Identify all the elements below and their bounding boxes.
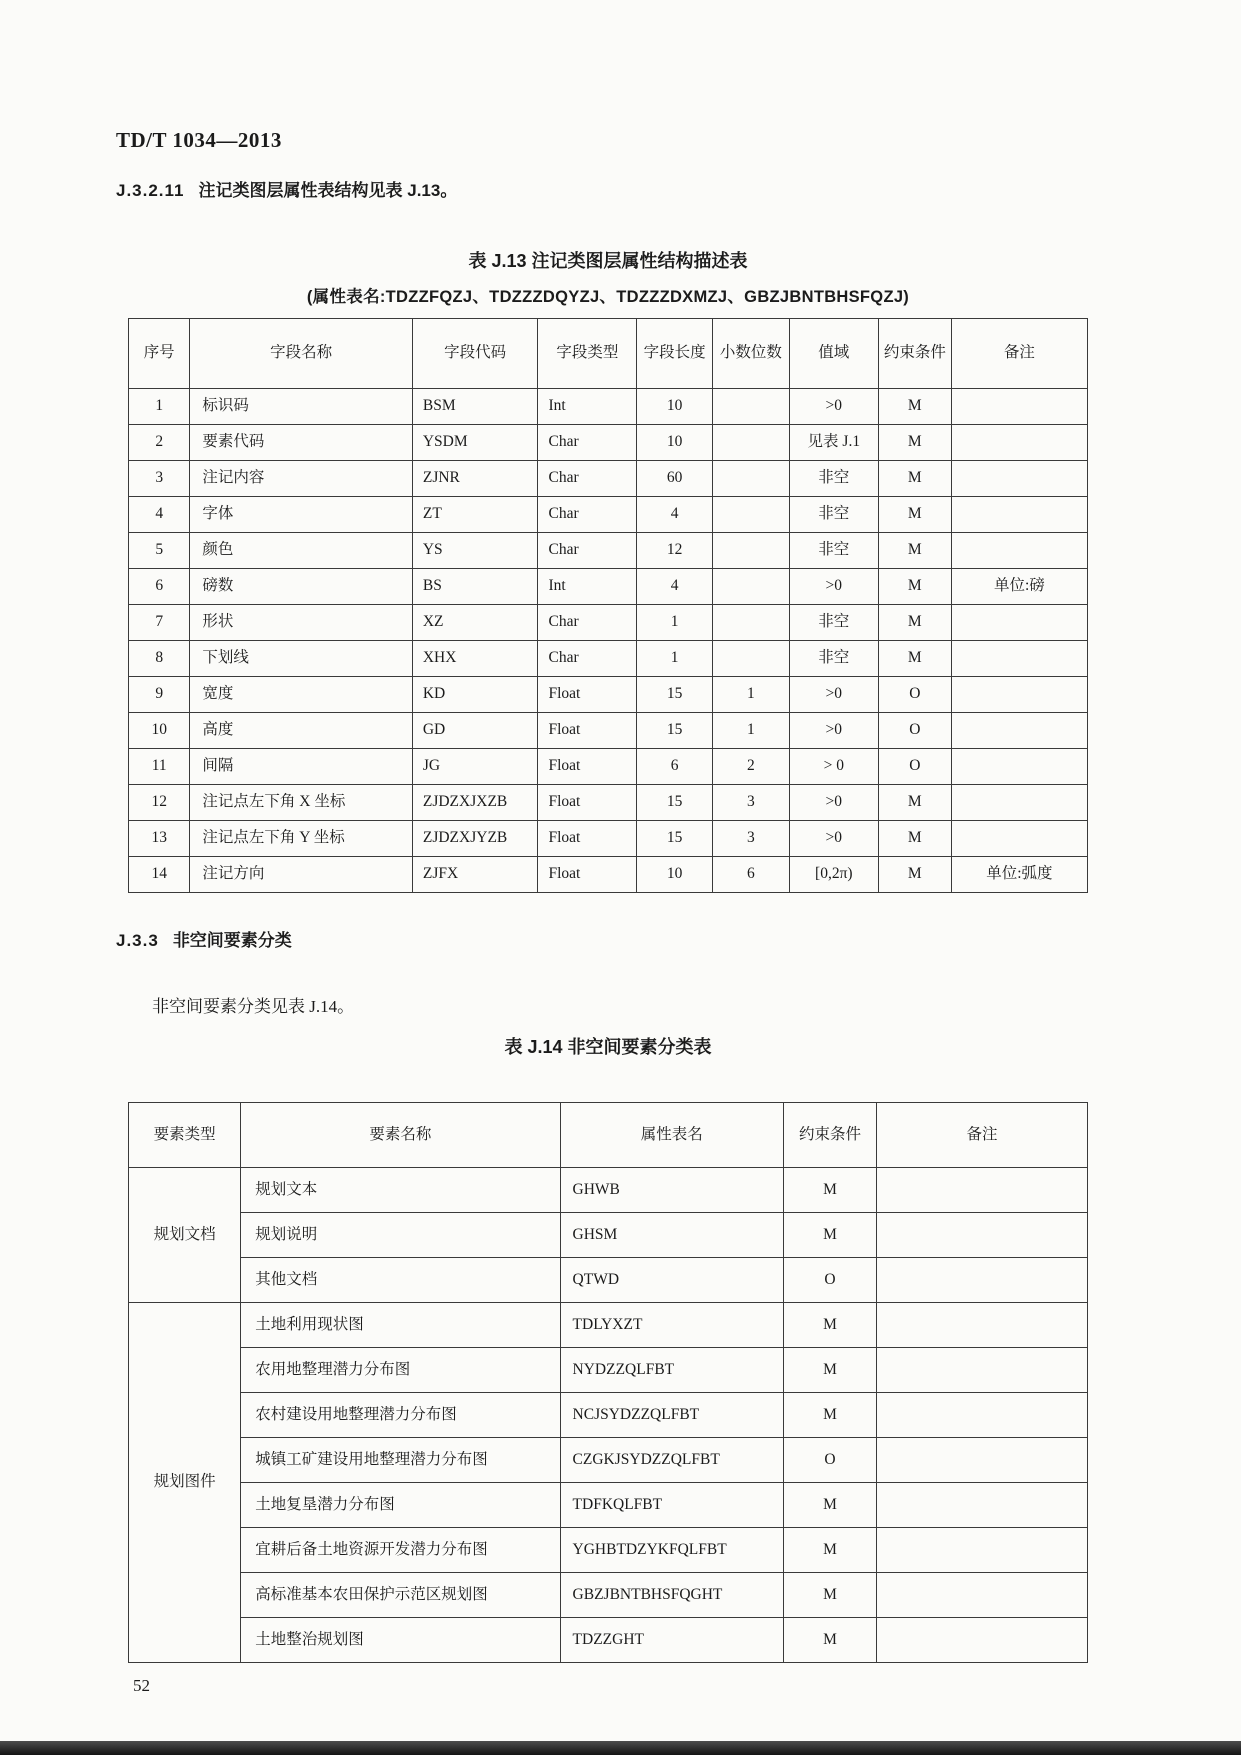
clause-j3211	[116, 176, 457, 201]
table-cell: 9	[129, 677, 190, 713]
table-cell: CZGKJSYDZZQLFBT	[560, 1438, 783, 1483]
table-cell: GHWB	[560, 1168, 783, 1213]
table13-body	[129, 389, 1088, 893]
table13-header	[129, 319, 1088, 389]
table-cell: 15	[637, 821, 713, 857]
table-cell: 字体	[190, 497, 412, 533]
col-header: 字段代码	[412, 319, 538, 389]
table-row	[129, 425, 1088, 461]
table-cell	[951, 497, 1087, 533]
table-cell: ZJDZXJXZB	[412, 785, 538, 821]
table-cell: BSM	[412, 389, 538, 425]
table-row	[129, 677, 1088, 713]
table-cell: M	[878, 605, 951, 641]
table-cell: >0	[789, 569, 878, 605]
table-cell: 非空	[789, 497, 878, 533]
table-cell: 土地复垦潜力分布图	[241, 1483, 560, 1528]
table14-title: 表 J.14 非空间要素分类表	[504, 1037, 712, 1057]
table-cell: Char	[538, 425, 637, 461]
table-cell	[876, 1393, 1087, 1438]
clause-number: J.3.2.11	[116, 181, 185, 200]
table-row	[129, 857, 1088, 893]
col-header: 备注	[876, 1103, 1087, 1168]
table-cell: M	[783, 1303, 876, 1348]
table-cell	[876, 1528, 1087, 1573]
table-cell: Char	[538, 533, 637, 569]
table-cell	[876, 1483, 1087, 1528]
table-cell: 规划文本	[241, 1168, 560, 1213]
table-cell: 颜色	[190, 533, 412, 569]
table-cell: 1	[637, 605, 713, 641]
table-cell: Int	[538, 389, 637, 425]
table-cell	[951, 389, 1087, 425]
table-row	[129, 1483, 1088, 1528]
table-cell: O	[878, 713, 951, 749]
table-cell: M	[878, 389, 951, 425]
table-cell: M	[878, 857, 951, 893]
table-cell	[713, 533, 790, 569]
table-row	[129, 389, 1088, 425]
table-cell: M	[783, 1618, 876, 1663]
table-row	[129, 533, 1088, 569]
table-cell	[713, 605, 790, 641]
table-cell: >0	[789, 389, 878, 425]
table-cell	[951, 641, 1087, 677]
table-cell: GD	[412, 713, 538, 749]
table-cell	[876, 1618, 1087, 1663]
col-header: 要素名称	[241, 1103, 560, 1168]
table-cell: Float	[538, 713, 637, 749]
table-cell: O	[878, 677, 951, 713]
col-header: 属性表名	[560, 1103, 783, 1168]
clause-j33	[116, 926, 292, 951]
table-cell: Float	[538, 749, 637, 785]
table-cell: Float	[538, 677, 637, 713]
table-cell: M	[878, 533, 951, 569]
table-cell: 3	[713, 821, 790, 857]
table-cell: 14	[129, 857, 190, 893]
table-cell: XZ	[412, 605, 538, 641]
table-cell: 注记点左下角 X 坐标	[190, 785, 412, 821]
table-cell: 7	[129, 605, 190, 641]
table-row	[129, 605, 1088, 641]
table-row	[129, 1393, 1088, 1438]
table-cell	[876, 1573, 1087, 1618]
table-cell: 60	[637, 461, 713, 497]
table-row	[129, 1303, 1088, 1348]
col-header: 值域	[789, 319, 878, 389]
table-cell: O	[878, 749, 951, 785]
clause-number: J.3.3	[116, 931, 159, 950]
table-cell: BS	[412, 569, 538, 605]
table-row	[129, 1618, 1088, 1663]
group-type-cell: 规划图件	[129, 1303, 241, 1663]
table-cell: QTWD	[560, 1258, 783, 1303]
table-cell: GHSM	[560, 1213, 783, 1258]
table-cell: 注记方向	[190, 857, 412, 893]
table-cell: XHX	[412, 641, 538, 677]
table-cell: M	[878, 785, 951, 821]
table-row	[129, 641, 1088, 677]
table-cell: Float	[538, 821, 637, 857]
table-j13	[128, 318, 1088, 893]
col-header: 字段类型	[538, 319, 637, 389]
table-cell: 10	[637, 425, 713, 461]
col-header: 约束条件	[783, 1103, 876, 1168]
table-cell: YSDM	[412, 425, 538, 461]
table-cell	[713, 569, 790, 605]
table14-body	[129, 1168, 1088, 1663]
table-row	[129, 569, 1088, 605]
table-cell	[876, 1303, 1087, 1348]
table-row	[129, 785, 1088, 821]
table-cell: YS	[412, 533, 538, 569]
col-header: 字段名称	[190, 319, 412, 389]
table-cell	[951, 821, 1087, 857]
table-cell: Char	[538, 497, 637, 533]
table-cell: >0	[789, 713, 878, 749]
table-cell: 高标准基本农田保护示范区规划图	[241, 1573, 560, 1618]
table-cell: > 0	[789, 749, 878, 785]
table-cell: 10	[129, 713, 190, 749]
table-cell: 其他文档	[241, 1258, 560, 1303]
table-cell	[713, 389, 790, 425]
table-cell: M	[878, 461, 951, 497]
table-cell: 8	[129, 641, 190, 677]
table-cell	[876, 1348, 1087, 1393]
table-cell: 下划线	[190, 641, 412, 677]
table-cell: Char	[538, 605, 637, 641]
scan-bottom-bar	[0, 1741, 1241, 1755]
table-cell	[876, 1168, 1087, 1213]
col-header: 序号	[129, 319, 190, 389]
table-cell: 3	[713, 785, 790, 821]
group-type-cell: 规划文档	[129, 1168, 241, 1303]
table-cell: 农用地整理潜力分布图	[241, 1348, 560, 1393]
table-cell	[951, 605, 1087, 641]
table-header-row	[129, 319, 1088, 389]
table-cell: 4	[129, 497, 190, 533]
table-cell: M	[783, 1348, 876, 1393]
table-cell	[951, 785, 1087, 821]
table-cell: 间隔	[190, 749, 412, 785]
table-cell: >0	[789, 785, 878, 821]
table-cell: TDFKQLFBT	[560, 1483, 783, 1528]
table-cell: 见表 J.1	[789, 425, 878, 461]
table-cell	[876, 1213, 1087, 1258]
table-cell: Char	[538, 461, 637, 497]
table-cell: 宽度	[190, 677, 412, 713]
table-cell: 规划说明	[241, 1213, 560, 1258]
table-cell: 12	[637, 533, 713, 569]
table-cell: M	[783, 1573, 876, 1618]
table-cell	[951, 425, 1087, 461]
table-cell: Int	[538, 569, 637, 605]
table-cell: 15	[637, 785, 713, 821]
table-row	[129, 461, 1088, 497]
table-row	[129, 1528, 1088, 1573]
table-cell: 土地利用现状图	[241, 1303, 560, 1348]
table-cell	[713, 641, 790, 677]
table-cell: 10	[637, 389, 713, 425]
table-cell: 土地整治规划图	[241, 1618, 560, 1663]
table-row	[129, 1258, 1088, 1303]
table-row	[129, 749, 1088, 785]
table-j14	[128, 1102, 1088, 1663]
table-cell: 城镇工矿建设用地整理潜力分布图	[241, 1438, 560, 1483]
table-cell	[951, 713, 1087, 749]
table-row	[129, 1438, 1088, 1483]
table-cell: Float	[538, 785, 637, 821]
col-header: 约束条件	[878, 319, 951, 389]
table-cell: 4	[637, 497, 713, 533]
table-cell: 高度	[190, 713, 412, 749]
table-cell: M	[878, 821, 951, 857]
table-cell: M	[878, 425, 951, 461]
table-cell: 非空	[789, 533, 878, 569]
table-cell: M	[783, 1168, 876, 1213]
table-cell: 6	[637, 749, 713, 785]
table-cell: M	[878, 641, 951, 677]
table-cell	[951, 461, 1087, 497]
table-cell: 1	[713, 677, 790, 713]
table-cell: 3	[129, 461, 190, 497]
table-cell: 1	[637, 641, 713, 677]
table-cell: 13	[129, 821, 190, 857]
table-cell	[713, 425, 790, 461]
table-row	[129, 1213, 1088, 1258]
page-number: 52	[133, 1676, 150, 1695]
table-cell: 宜耕后备土地资源开发潜力分布图	[241, 1528, 560, 1573]
table-cell: 11	[129, 749, 190, 785]
table-cell: 农村建设用地整理潜力分布图	[241, 1393, 560, 1438]
table-cell: ZJNR	[412, 461, 538, 497]
table-cell: 形状	[190, 605, 412, 641]
table-row	[129, 713, 1088, 749]
table-cell	[951, 749, 1087, 785]
table-cell: YGHBTDZYKFQLFBT	[560, 1528, 783, 1573]
table-cell: 注记内容	[190, 461, 412, 497]
table-cell: Char	[538, 641, 637, 677]
body-text: 非空间要素分类见表 J.14。	[152, 997, 355, 1016]
table-cell: [0,2π)	[789, 857, 878, 893]
clause-title: 非空间要素分类	[172, 931, 292, 950]
table-cell: 2	[129, 425, 190, 461]
table-cell: GBZJBNTBHSFQGHT	[560, 1573, 783, 1618]
table-cell: 1	[129, 389, 190, 425]
table-cell: 非空	[789, 605, 878, 641]
table-cell: M	[878, 497, 951, 533]
table-row	[129, 1573, 1088, 1618]
doc-standard-number: TD/T 1034—2013	[116, 128, 282, 152]
table14-header	[129, 1103, 1088, 1168]
table-cell: Float	[538, 857, 637, 893]
table-cell: 磅数	[190, 569, 412, 605]
table-cell: TDLYXZT	[560, 1303, 783, 1348]
table-header-row	[129, 1103, 1088, 1168]
table-cell: 12	[129, 785, 190, 821]
table-cell: M	[783, 1528, 876, 1573]
table-cell	[713, 461, 790, 497]
col-header: 要素类型	[129, 1103, 241, 1168]
table-cell: NYDZZQLFBT	[560, 1348, 783, 1393]
table-cell: >0	[789, 821, 878, 857]
table-cell	[951, 677, 1087, 713]
table-cell: 15	[637, 677, 713, 713]
table-cell: M	[783, 1213, 876, 1258]
table-cell: ZJFX	[412, 857, 538, 893]
table-cell: 单位:磅	[951, 569, 1087, 605]
table-cell: NCJSYDZZQLFBT	[560, 1393, 783, 1438]
table-cell	[951, 533, 1087, 569]
table-cell: 6	[129, 569, 190, 605]
table-cell: JG	[412, 749, 538, 785]
table-cell: ZJDZXJYZB	[412, 821, 538, 857]
table-cell: 4	[637, 569, 713, 605]
table-cell: M	[783, 1483, 876, 1528]
clause-text: 注记类图层属性表结构见表 J.13。	[198, 181, 458, 200]
table-row	[129, 821, 1088, 857]
table-cell: 2	[713, 749, 790, 785]
col-header: 小数位数	[713, 319, 790, 389]
table-row	[129, 497, 1088, 533]
col-header: 字段长度	[637, 319, 713, 389]
table13-title: 表 J.13 注记类图层属性结构描述表	[468, 251, 748, 271]
table-cell: 标识码	[190, 389, 412, 425]
table-cell	[876, 1438, 1087, 1483]
table-row	[129, 1168, 1088, 1213]
table-cell: ZT	[412, 497, 538, 533]
table-cell: 单位:弧度	[951, 857, 1087, 893]
table-cell: M	[878, 569, 951, 605]
table-cell: O	[783, 1258, 876, 1303]
table-cell: 6	[713, 857, 790, 893]
table-cell: TDZZGHT	[560, 1618, 783, 1663]
table-row	[129, 1348, 1088, 1393]
table-cell: 15	[637, 713, 713, 749]
table-cell: M	[783, 1393, 876, 1438]
table-cell: 非空	[789, 641, 878, 677]
table-cell: KD	[412, 677, 538, 713]
table-cell: 非空	[789, 461, 878, 497]
table-cell: 要素代码	[190, 425, 412, 461]
col-header: 备注	[951, 319, 1087, 389]
table-cell	[713, 497, 790, 533]
table-cell: 5	[129, 533, 190, 569]
table-cell: 10	[637, 857, 713, 893]
table-cell: >0	[789, 677, 878, 713]
table13-subtitle: (属性表名:TDZZFQZJ、TDZZZDQYZJ、TDZZZDXMZJ、GBZJBNTBHSFQZJ)	[306, 288, 910, 306]
table-cell: O	[783, 1438, 876, 1483]
table-cell	[876, 1258, 1087, 1303]
table-cell: 注记点左下角 Y 坐标	[190, 821, 412, 857]
table-cell: 1	[713, 713, 790, 749]
